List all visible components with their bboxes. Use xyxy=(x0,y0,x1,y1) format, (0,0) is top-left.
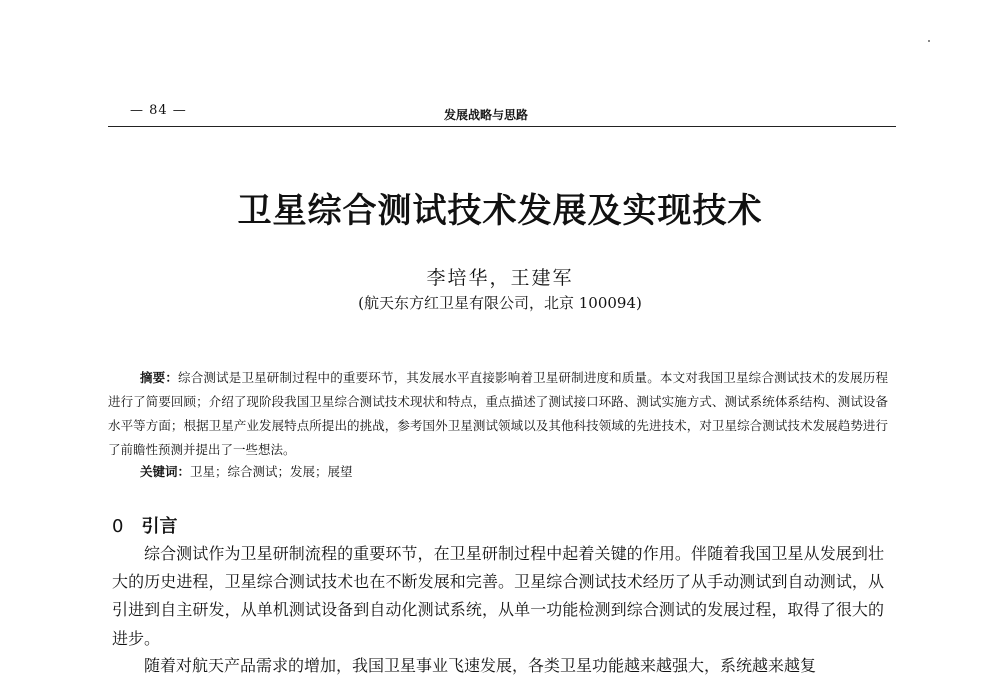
keywords-label: 关键词： xyxy=(140,464,191,479)
abstract-label: 摘要： xyxy=(140,370,179,385)
keywords xyxy=(140,462,353,480)
article-affiliation: (航天东方红卫星有限公司，北京 100094) xyxy=(358,294,642,312)
page-number: — 84 — xyxy=(130,103,187,118)
body-paragraph: 综合测试作为卫星研制流程的重要环节，在卫星研制过程中起着关键的作用。伴随着我国卫星从发展到壮大的历史进程，卫星综合测试技术也在不断发展和完善。卫星综合测试技术经历了从手动测试到自动测试，从引进到自主研发，从单机测试设备到自动化测试系统，从单一功能检测到综合测试的发展过程，取得了很大的进步。 xyxy=(112,544,884,648)
header-rule xyxy=(108,126,896,127)
article-authors: 李培华，王建军 xyxy=(426,267,574,289)
keywords-text: 卫星；综合测试；发展；展望 xyxy=(190,464,353,479)
section-title: 引言 xyxy=(141,516,178,537)
article-title: 卫星综合测试技术发展及实现技术 xyxy=(237,191,763,231)
running-head: 发展战略与思路 xyxy=(444,108,529,122)
section-heading xyxy=(112,512,177,538)
body-paragraph: 随着对航天产品需求的增加，我国卫星事业飞速发展，各类卫星功能越来越强大，系统越来越复 xyxy=(144,656,817,675)
section-number: 0 xyxy=(112,516,124,537)
abstract xyxy=(108,366,888,462)
scan-speck xyxy=(928,40,930,42)
abstract-text: 综合测试是卫星研制过程中的重要环节，其发展水平直接影响着卫星研制进度和质量。本文对我国卫星综合测试技术的发展历程进行了简要回顾；介绍了现阶段我国卫星综合测试技术现状和特点，重点描述了测试接口环路、测试实施方式、测试系统体系结构、测试设备水平等方面；根据卫星产业发展特点所提出的挑战，参考国外卫星测试领域以及其他科技领域的先进技术，对卫星综合测试技术发展趋势进行了前瞻性预测并提出了一些想法。 xyxy=(108,370,888,457)
